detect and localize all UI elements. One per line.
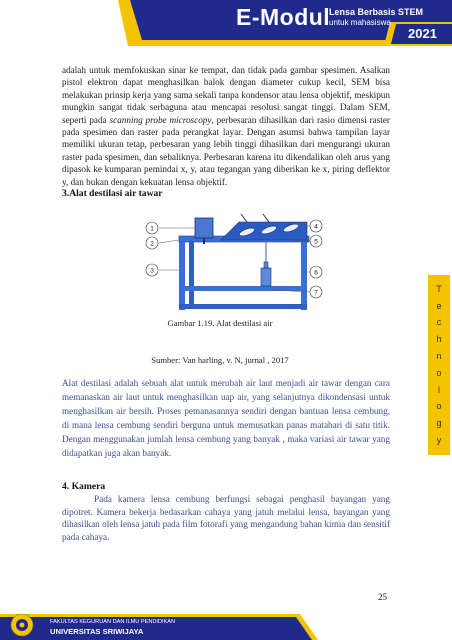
side-tab-letter: n <box>436 351 442 362</box>
side-tab-letter: e <box>436 300 442 311</box>
university-name: UNIVERSITAS SRIWIJAYA <box>50 627 144 636</box>
figure-label-2: 2 <box>150 240 154 248</box>
paragraph-kamera: Pada kamera lensa cembung berfungsi sebagai penghasil bayangan yang dipotret. Kamera bekerja bedasarkan cahaya yang jatuh melalui lensa, bayangan yang dihasilkan oleh lensa jatuh pada film fotorafi yang mengandung bahan kimia dan sensitif pada cahaya. <box>62 494 390 542</box>
side-tab-letter: y <box>436 435 442 446</box>
emodul-subtitle: Lensa Berbasis STEM <box>329 7 424 17</box>
side-tab-letter: h <box>436 334 442 345</box>
figure-label-6: 6 <box>314 269 318 277</box>
page-header <box>0 0 452 46</box>
figure-label-5: 5 <box>314 238 318 246</box>
destilasi-figure <box>143 212 327 322</box>
side-tab-letter: l <box>438 384 440 395</box>
emodul-title: E-Modul <box>236 4 331 30</box>
paragraph-sem: adalah untuk memfokuskan sinar ke tempat, dan tidak pada gambar spesimen. Asalkan pistol elektron dapat menghasilkan balok dengan diameter cukup kecil, SEM bisa melakukan prinsip kerja yang sama sekali tanpa kondensor atau lensa objektif, meskipun mungkin sangat tidak serbaguna atau mencapai resolusi sangat tinggi. Dalam SEM, seperti pada scanning probe microscopy, perbesaran dihasilkan dari rasio dimensi raster pada spesimen dan raster pada perangkat layar. Dengan asumsi bahwa tampilan layar memiliki ukuran tetap, perbesaran yang lebih tinggi dihasilkan dari mengurangi ukuran raster pada spesimen, dan sebaliknya. Perbesaran karena itu dikendalikan oleh arus yang dipasok ke kumparan pemindai x, y, atau tegangan yang diberikan ke x, piring deflektor y, dan bukan dengan kekuatan lensa objektif. <box>62 65 390 187</box>
figure-label-4: 4 <box>314 223 318 231</box>
university-logo-icon <box>11 614 33 636</box>
paragraph-destilasi: Alat destilasi adalah sebuah alat untuk merubah air laut menjadi air tawar dengan cara memanaskan air laut untuk menghasilkan uap air, yang selanjutnya dikondensasi untuk menghasilkan air bersih. Proses pemanasannya sendiri dengan bantuan lensa cembung, di mana lensa cembung sendiri berguna untuk memusatkan panas matahari di satu titik. Dengan menggunakan jumlah lensa cembung yang banyak , maka variasi air tawar yang didapatkan juga akan banyak. <box>62 378 390 458</box>
figure-label-1: 1 <box>150 225 154 233</box>
emodul-audience: untuk mahasiswa <box>329 18 391 27</box>
figure-source: Sumber: Van harling, v. N, jurnal , 2017 <box>151 355 289 365</box>
side-tab-technology <box>428 275 450 455</box>
side-tab-letter: o <box>436 367 442 378</box>
side-tab-letter: T <box>436 283 442 294</box>
side-tab-letter: o <box>436 401 442 412</box>
faculty-name: FAKULTAS KEGURUAN DAN ILMU PENDIDIKAN <box>50 619 176 625</box>
page-number: 25 <box>378 592 387 602</box>
side-tab-letter: c <box>436 317 442 328</box>
side-tab-letter: g <box>436 418 442 429</box>
heading-kamera: 4. Kamera <box>62 481 106 492</box>
heading-destilasi: 3.Alat destilasi air tawar <box>62 188 163 199</box>
year-label: 2021 <box>408 26 437 41</box>
figure-caption: Gambar 1.19. Alat destilasi air <box>167 318 273 328</box>
figure-label-7: 7 <box>314 289 318 297</box>
figure-label-3: 3 <box>150 267 154 275</box>
